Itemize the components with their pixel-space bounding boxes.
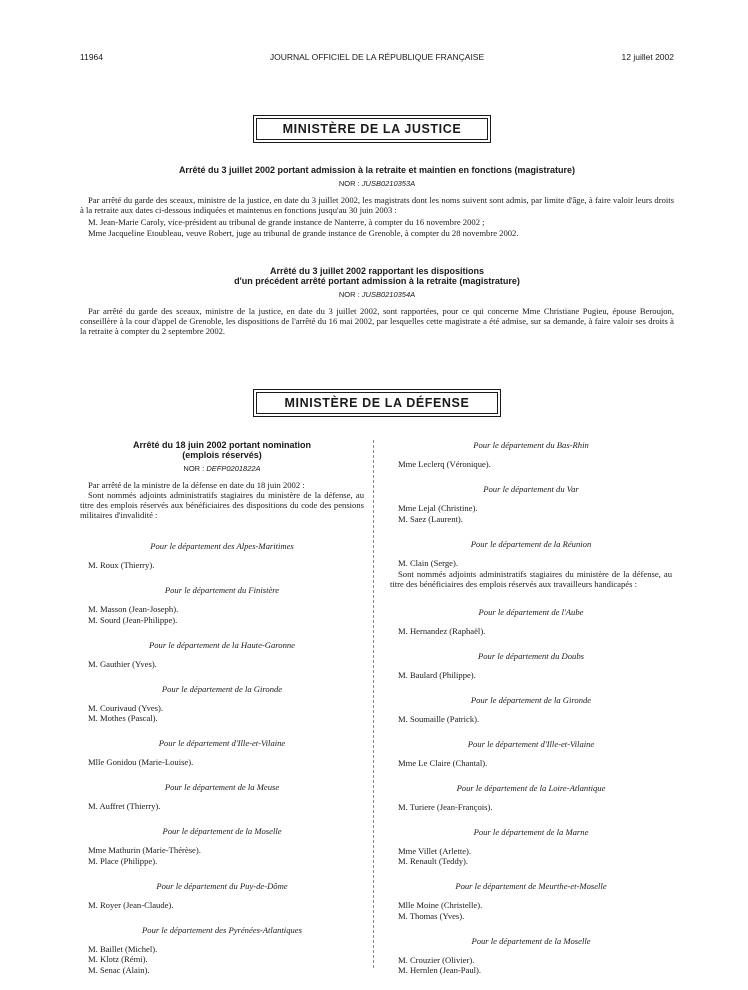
defense-intro-1: Par arrêté de la ministre de la défense en date du 18 juin 2002 : xyxy=(88,480,305,490)
page-number: 11964 xyxy=(80,52,104,62)
appointee-name: Mme Villet (Arlette). xyxy=(398,845,472,856)
defense-intro-3: Sont nommés adjoints administratifs stagiaires du ministère de la défense, au titre des bénéficiaires des emplois réservés aux travailleurs handicapés : xyxy=(390,568,672,589)
appointee-name: M. Roux (Thierry). xyxy=(88,560,155,570)
appointee-name: M. Masson (Jean-Joseph). xyxy=(88,604,179,614)
defense-arrete-title-line1: Arrêté du 18 juin 2002 portant nomination xyxy=(132,440,312,450)
appointee-name: M. Royer (Jean-Claude). xyxy=(88,899,174,910)
nor-code: JUSB0210354A xyxy=(361,290,416,299)
appointee-name: Mlle Moine (Christelle). xyxy=(398,900,483,910)
appointee-name: Mme Mathurin (Marie-Thérèse). xyxy=(88,845,201,855)
department-heading: Pour le département du Finistère xyxy=(164,585,280,595)
department-heading: Pour le département de la Moselle xyxy=(162,826,282,836)
defense-nor xyxy=(80,464,364,473)
appointee-name: M. Renault (Teddy). xyxy=(398,856,469,866)
appointee-name: M. Soumaille (Patrick). xyxy=(398,713,480,724)
arrete1-nor xyxy=(80,179,674,188)
department-heading: Pour le département du Doubs xyxy=(478,650,584,661)
column-divider xyxy=(373,440,374,968)
ministry-defense-box xyxy=(253,389,501,417)
arrete2-body: Par arrêté du garde des sceaux, ministre de la justice, en date du 3 juillet 2002, sont rapportées, pour ce qui concerne Mme Christiane Pugieu, épouse Beroujon, conseillère à la cour d'appel de Grenoble, les dispositions de l'arrêté du 16 mai 2002, par lesquelles cette magistrate a été admise, sur sa demande, à faire valoir ses droits à la retraite à compter du 2 septembre 2002. xyxy=(80,306,674,336)
arrete2-title-line1: Arrêté du 3 juillet 2002 rapportant les dispositions xyxy=(269,266,485,276)
ministry-defense-title: MINISTÈRE DE LA DÉFENSE xyxy=(256,392,498,414)
department-heading: Pour le département de la Gironde xyxy=(470,694,592,705)
journal-title: JOURNAL OFFICIEL DE LA RÉPUBLIQUE FRANÇAISE xyxy=(269,52,485,62)
appointee-name: M. Auffret (Thierry). xyxy=(88,801,161,811)
appointee-name: M. Clain (Serge). xyxy=(398,557,458,568)
arrete1-title: Arrêté du 3 juillet 2002 portant admission à la retraite et maintien en fonctions (magistrature) xyxy=(178,165,576,175)
appointee-name: M. Klotz (Rémi). xyxy=(88,954,148,964)
defense-arrete-title-line2: (emplois réservés) xyxy=(182,450,262,460)
appointee-name: M. Crouzier (Olivier). xyxy=(398,954,475,965)
appointee-name: M. Senac (Alain). xyxy=(88,964,150,975)
appointee-name: M. Baillet (Michel). xyxy=(88,943,158,954)
arrete2-nor xyxy=(80,290,674,299)
appointee-name: M. Thomas (Yves). xyxy=(398,910,465,921)
appointee-name: M. Baulard (Philippe). xyxy=(398,669,476,680)
department-heading: Pour le département de l'Aube xyxy=(478,606,584,617)
appointee-name: M. Courivaud (Yves). xyxy=(88,702,164,713)
department-heading: Pour le département d'Ille-et-Vilaine xyxy=(158,738,286,748)
issue-date: 12 juillet 2002 xyxy=(621,52,674,62)
arrete1-item-1: M. Jean-Marie Caroly, vice-président au tribunal de grande instance de Nanterre, à compter du 16 novembre 2002 ; xyxy=(88,217,485,227)
arrete1-item-2: Mme Jacqueline Etoubleau, veuve Robert, juge au tribunal de grande instance de Grenoble, à compter du 28 novembre 2002. xyxy=(88,228,519,238)
department-heading: Pour le département du Puy-de-Dôme xyxy=(156,880,288,891)
department-heading: Pour le département des Pyrénées-Atlantiques xyxy=(142,924,302,935)
nor-label: NOR : xyxy=(338,290,360,299)
department-heading: Pour le département du Var xyxy=(483,484,579,494)
department-heading: Pour le département de la Marne xyxy=(473,826,589,837)
appointee-name: M. Mothes (Pascal). xyxy=(88,713,158,723)
department-heading: Pour le département de la Haute-Garonne xyxy=(149,639,295,650)
appointee-name: Mme Leclerq (Véronique). xyxy=(398,459,491,469)
department-heading: Pour le département du Bas-Rhin xyxy=(473,440,589,450)
appointee-name: M. Gauthier (Yves). xyxy=(88,658,157,669)
nor-code: JUSB0210353A xyxy=(361,179,416,188)
ministry-justice-box xyxy=(253,115,491,143)
appointee-name: M. Hernlen (Jean-Paul). xyxy=(398,965,482,975)
nor-label: NOR : xyxy=(183,464,205,473)
nor-code: DEFP0201822A xyxy=(206,464,261,473)
nor-label: NOR : xyxy=(338,179,360,188)
appointee-name: Mme Le Claire (Chantal). xyxy=(398,757,488,768)
department-heading: Pour le département des Alpes-Maritimes xyxy=(150,541,294,551)
appointee-name: Mlle Gonidou (Marie-Louise). xyxy=(88,757,194,767)
department-heading: Pour le département de la Moselle xyxy=(471,935,591,946)
department-heading: Pour le département de la Loire-Atlantique xyxy=(456,782,606,793)
appointee-name: Mme Lejal (Christine). xyxy=(398,503,478,513)
department-heading: Pour le département de la Gironde xyxy=(161,683,283,694)
defense-intro-2: Sont nommés adjoints administratifs stagiaires du ministère de la défense, au titre des emplois réservés aux bénéficiaires des dispositions du code des pensions militaires d'invalidité : xyxy=(80,490,364,520)
department-heading: Pour le département de la Meuse xyxy=(164,782,280,792)
department-heading: Pour le département d'Ille-et-Vilaine xyxy=(467,738,595,749)
appointee-name: M. Sourd (Jean-Philippe). xyxy=(88,614,178,625)
department-heading: Pour le département de Meurthe-et-Moselle xyxy=(455,881,607,891)
appointee-name: M. Hernandez (Raphaël). xyxy=(398,625,486,636)
arrete1-body: Par arrêté du garde des sceaux, ministre de la justice, en date du 3 juillet 2002, les magistrats dont les noms suivent sont admis, par limite d'âge, à faire valoir leurs droits à la retraite aux dates ci-dessous indiquées et maintenus en fonctions jusqu'au 30 juin 2003 : xyxy=(80,195,674,215)
appointee-name: M. Place (Philippe). xyxy=(88,855,158,866)
arrete2-title-line2: d'un précédent arrêté portant admission à la retraite (magistrature) xyxy=(234,276,520,286)
appointee-name: M. Saez (Laurent). xyxy=(398,513,463,524)
appointee-name: M. Turiere (Jean-François). xyxy=(398,801,493,812)
ministry-justice-title: MINISTÈRE DE LA JUSTICE xyxy=(256,118,488,140)
department-heading: Pour le département de la Réunion xyxy=(470,538,592,549)
